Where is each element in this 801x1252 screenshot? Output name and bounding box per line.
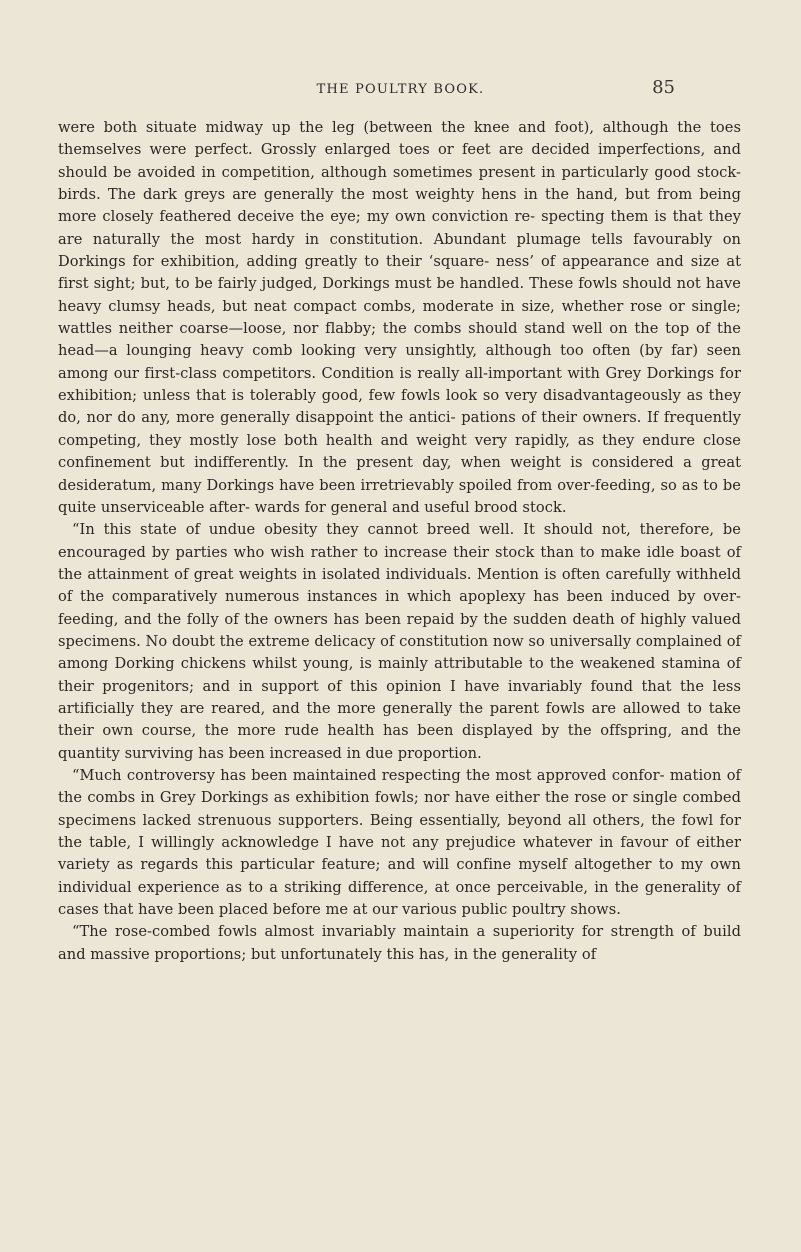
page-number: 85 <box>652 77 675 98</box>
paragraph: “The rose-combed fowls almost invariably maintain a superiority for strength of build and massive proportions; but unfortunately this has, in the generality of <box>58 923 741 963</box>
body-text <box>58 117 741 966</box>
paragraph: “In this state of undue obesity they cannot breed well. It should not, therefore, be encouraged by parties who wish rather to increase their stock than to make idle boast of the attainment of great weights in isolated individuals. Mention is often carefully withheld of the comparatively numerous instances in which apoplexy has been induced by over-feeding, and the folly of the owners has been repaid by the sudden death of highly valued specimens. No doubt the extreme delicacy of constitution now so universally complained of among Dorking chickens whilst young, is mainly attributable to the weakened stamina of their progenitors; and in support of this opinion I have invariably found that the less artificially they are reared, and the more generally the parent fowls are allowed to take their own course, the more rude health has been displayed by the offspring, and the quantity surviving has been increased in due proportion. <box>58 521 741 762</box>
paragraph: were both situate midway up the leg (between the knee and foot), although the toes themselves were perfect. Grossly enlarged toes or feet are decided imperfections, and should be avoided in competition, although sometimes present in particularly good stock-birds. The dark greys are generally the most weighty hens in the hand, but from being more closely feathered deceive the eye; my own conviction re- specting them is that they are naturally the most hardy in constitution. Abundant plumage tells favourably on Dorkings for exhibition, adding greatly to their ‘square- ness’ of appearance and size at first sight; but, to be fairly judged, Dorkings must be handled. These fowls should not have heavy clumsy heads, but neat compact combs, moderate in size, whether rose or single; wattles neither coarse—loose, nor flabby; the combs should stand well on the top of the head—a lounging heavy comb looking very unsightly, although too often (by far) seen among our first-class competitors. Condition is really all-important with Grey Dorkings for exhibition; unless that is tolerably good, few fowls look so very disadvantageously as they do, nor do any, more generally disappoint the antici- pations of their owners. If frequently competing, they mostly lose both health and weight very rapidly, as they endure close confinement but indifferently. In the present day, when weight is considered a great desideratum, many Dorkings have been irretrievably spoiled from over-feeding, so as to be quite unserviceable after- wards for general and useful brood stock. <box>58 119 741 516</box>
paragraph: “Much controversy has been maintained respecting the most approved confor- mation of the combs in Grey Dorkings as exhibition fowls; nor have either the rose or single combed specimens lacked strenuous supporters. Being essentially, beyond all others, the fowl for the table, I willingly acknowledge I have not any prejudice whatever in favour of either variety as regards this particular feature; and will confine myself altogether to my own individual experience as to a striking difference, at once perceivable, in the generality of cases that have been placed before me at our various public poultry shows. <box>58 766 741 919</box>
running-head: THE POULTRY BOOK. <box>316 82 485 97</box>
page-header <box>0 79 801 101</box>
